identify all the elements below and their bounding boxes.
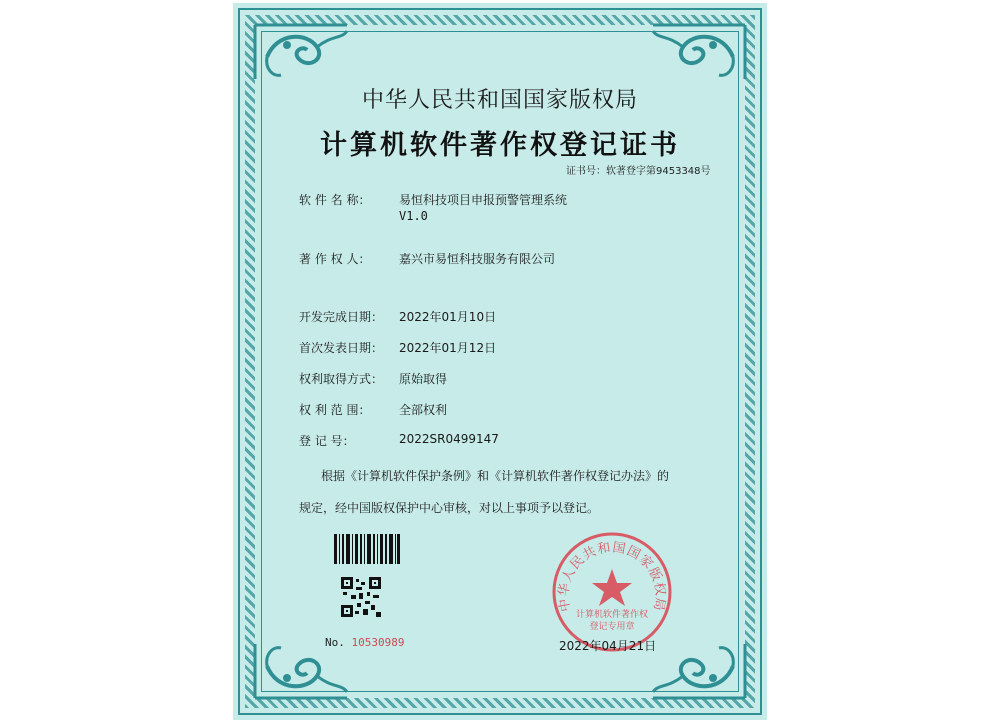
field-publish-date bbox=[299, 339, 497, 356]
field-label: 首次发表日期： bbox=[299, 341, 384, 355]
field-value: 全部权利 bbox=[399, 403, 448, 417]
serial-prefix: No. bbox=[325, 636, 345, 649]
corner-ornament-icon bbox=[247, 17, 357, 87]
qr-code-icon bbox=[341, 577, 381, 617]
field-completion-date bbox=[299, 308, 497, 325]
field-software-name bbox=[299, 191, 568, 208]
field-label: 软 件 名 称： bbox=[299, 193, 371, 207]
field-acquisition-method bbox=[299, 370, 448, 387]
seal-inner-line-2: 登记专用章 bbox=[589, 622, 635, 632]
issuer-title: 中华人民共和国国家版权局 bbox=[361, 88, 638, 113]
barcode-icon bbox=[334, 534, 400, 564]
certificate-title: 计算机软件著作权登记证书 bbox=[320, 130, 680, 161]
field-registration-number bbox=[299, 432, 499, 449]
field-rights-scope bbox=[299, 401, 448, 418]
field-label: 权利取得方式： bbox=[299, 372, 384, 386]
seal-outer-text: 中华人民共和国国家版权局 bbox=[556, 540, 668, 613]
field-label: 登 记 号： bbox=[299, 434, 355, 448]
body-text-line-2: 规定，经中国版权保护中心审核，对以上事项予以登记。 bbox=[299, 501, 600, 515]
seal-star-icon bbox=[592, 569, 632, 606]
field-value: 2022年01月12日 bbox=[399, 341, 497, 355]
field-label: 著 作 权 人： bbox=[299, 252, 371, 266]
signature-date: 2022年04月21日 bbox=[559, 639, 657, 653]
field-value: 原始取得 bbox=[399, 372, 448, 386]
field-copyright-owner bbox=[299, 250, 556, 267]
corner-ornament-icon bbox=[643, 17, 753, 87]
certificate bbox=[233, 3, 767, 720]
serial-value: 10530989 bbox=[351, 636, 405, 649]
field-label: 开发完成日期： bbox=[299, 310, 384, 324]
seal-inner-line-1: 计算机软件著作权 bbox=[575, 610, 649, 620]
field-value: 2022年01月10日 bbox=[399, 310, 497, 324]
certificate-number: 证书号：软著登字第9453348号 bbox=[566, 166, 711, 177]
serial-number bbox=[325, 636, 404, 649]
field-value: 2022SR0499147 bbox=[399, 432, 499, 446]
field-label: 权 利 范 围： bbox=[299, 403, 371, 417]
field-value: 嘉兴市易恒科技服务有限公司 bbox=[399, 252, 556, 266]
field-value: 易恒科技项目申报预警管理系统 bbox=[399, 193, 568, 207]
body-text-line-1: 根据《计算机软件保护条例》和《计算机软件著作权登记办法》的 bbox=[321, 469, 670, 483]
software-version: V1.0 bbox=[399, 209, 428, 223]
